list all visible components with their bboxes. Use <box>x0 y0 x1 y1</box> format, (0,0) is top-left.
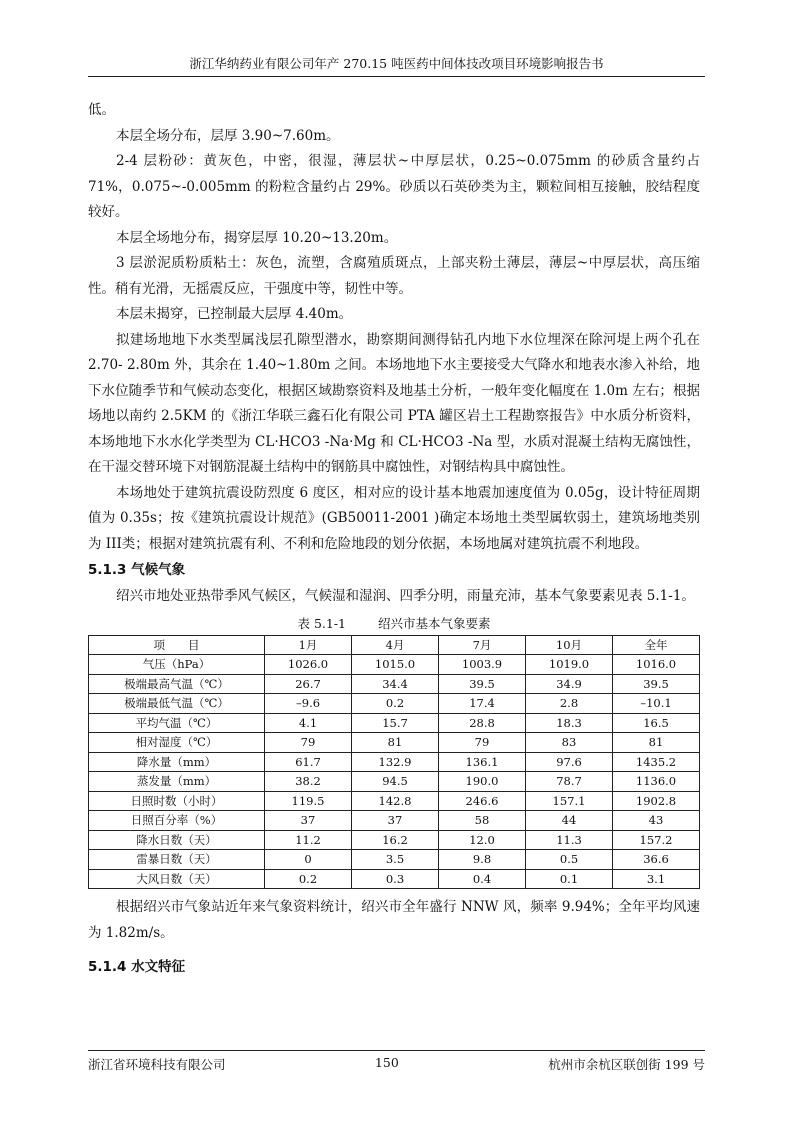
table-row <box>89 811 700 831</box>
page-header: 浙江华纳药业有限公司年产 270.15 吨医药中间体技改项目环境影响报告书 <box>88 54 705 77</box>
table-cell: 58 <box>439 811 526 831</box>
table-row <box>89 655 700 675</box>
table-cell: 119.5 <box>265 791 352 811</box>
table-row <box>89 772 700 792</box>
table-cell: 1435.2 <box>613 752 700 772</box>
table-row <box>89 674 700 694</box>
table-cell: 34.4 <box>352 674 439 694</box>
row-label: 气压（hPa） <box>89 655 265 675</box>
column-header: 7月 <box>439 635 526 655</box>
column-header: 项 目 <box>89 635 265 655</box>
table-row <box>89 752 700 772</box>
table-cell: 38.2 <box>265 772 352 792</box>
page-footer <box>88 1050 705 1073</box>
page-number: 150 <box>374 1055 399 1070</box>
table-cell: 142.8 <box>352 791 439 811</box>
table-cell: 34.9 <box>526 674 613 694</box>
table-cell: 1015.0 <box>352 655 439 675</box>
row-label: 日照时数（小时） <box>89 791 265 811</box>
table-cell: 246.6 <box>439 791 526 811</box>
table-cell: 44 <box>526 811 613 831</box>
climate-table <box>88 635 700 890</box>
table-cell: 1026.0 <box>265 655 352 675</box>
paragraph: 本层全场分布，层厚 3.90~7.60m。 <box>116 127 340 144</box>
table-row <box>89 733 700 753</box>
table-cell: 18.3 <box>526 713 613 733</box>
row-label: 极端最高气温（℃） <box>89 674 265 694</box>
row-label: 相对湿度（℃） <box>89 733 265 753</box>
table-cell: 28.8 <box>439 713 526 733</box>
table-cell: 78.7 <box>526 772 613 792</box>
table-cell: 157.1 <box>526 791 613 811</box>
table-cell: 79 <box>265 733 352 753</box>
table-cell: 97.6 <box>526 752 613 772</box>
row-label: 日照百分率（%） <box>89 811 265 831</box>
table-body <box>89 655 700 889</box>
table-cell: 26.7 <box>265 674 352 694</box>
table-number: 表 5.1-1 <box>297 615 347 631</box>
table-cell: 15.7 <box>352 713 439 733</box>
table-cell: 79 <box>439 733 526 753</box>
row-label: 极端最低气温（℃） <box>89 694 265 714</box>
table-row <box>89 830 700 850</box>
row-label: 降水量（mm） <box>89 752 265 772</box>
column-header: 10月 <box>526 635 613 655</box>
paragraph: 本层全场地分布，揭穿层厚 10.20~13.20m。 <box>116 229 398 246</box>
table-cell: 61.7 <box>265 752 352 772</box>
row-label: 平均气温（℃） <box>89 713 265 733</box>
table-row <box>89 694 700 714</box>
table-cell: 16.2 <box>352 830 439 850</box>
table-cell: 0.3 <box>352 869 439 889</box>
table-cell: 0.4 <box>439 869 526 889</box>
table-cell: 1902.8 <box>613 791 700 811</box>
paragraph: 本层未揭穿，已控制最大层厚 4.40m。 <box>116 306 353 322</box>
table-cell: 0.1 <box>526 869 613 889</box>
section-heading-hydrology: 5.1.4 水文特征 <box>88 959 186 975</box>
table-cell: 9.8 <box>439 850 526 870</box>
page-content <box>88 98 700 981</box>
climate-intro: 绍兴市地处亚热带季风气候区，气候湿和湿润、四季分明，雨量充沛，基本气象要素见表 5.1-1。 <box>116 588 695 604</box>
table-cell: 3.1 <box>613 869 700 889</box>
paragraph: 低。 <box>88 102 115 118</box>
table-cell: 83 <box>526 733 613 753</box>
paragraph: 本场地处于建筑抗震设防烈度 6 度区，相对应的设计基本地震加速度值为 0.05g，设计特征周期值为 0.35s；按《建筑抗震设计规范》(GB50011-2001 )确定本场地土类型属软弱土，建筑场地类别为 III类；根据对建筑抗震有利、不利和危险地段的划分依据，本场地属对建筑抗震不利地段。 <box>88 484 700 552</box>
column-header: 1月 <box>265 635 352 655</box>
table-cell: 36.6 <box>613 850 700 870</box>
table-cell: 11.3 <box>526 830 613 850</box>
table-cell: 0 <box>265 850 352 870</box>
table-cell: 39.5 <box>439 674 526 694</box>
paragraph: 3 层淤泥质粉质粘土：灰色，流塑，含腐殖质斑点，上部夹粉土薄层，薄层~中厚层状，高压缩性。稍有光滑，无摇震反应，干强度中等，韧性中等。 <box>88 255 700 297</box>
table-header-row <box>89 635 700 655</box>
climate-summary: 根据绍兴市气象站近年来气象资料统计，绍兴市全年盛行 NNW 风，频率 9.94%；全年平均风速为 1.82m/s。 <box>88 899 700 941</box>
table-cell: 190.0 <box>439 772 526 792</box>
table-cell: 4.1 <box>265 713 352 733</box>
table-cell: 0.2 <box>352 694 439 714</box>
table-cell: 17.4 <box>439 694 526 714</box>
table-cell: 39.5 <box>613 674 700 694</box>
table-cell: 1003.9 <box>439 655 526 675</box>
table-cell: 12.0 <box>439 830 526 850</box>
table-cell: 81 <box>352 733 439 753</box>
table-caption <box>88 614 700 634</box>
row-label: 蒸发量（mm） <box>89 772 265 792</box>
table-cell: 37 <box>352 811 439 831</box>
table-row <box>89 713 700 733</box>
table-row <box>89 869 700 889</box>
table-cell: 132.9 <box>352 752 439 772</box>
table-cell: 16.5 <box>613 713 700 733</box>
table-cell: 43 <box>613 811 700 831</box>
column-header: 全年 <box>613 635 700 655</box>
row-label: 降水日数（天） <box>89 830 265 850</box>
section-heading-climate: 5.1.3 气候气象 <box>88 562 186 578</box>
table-cell: 81 <box>613 733 700 753</box>
table-cell: 0.2 <box>265 869 352 889</box>
table-cell: 157.2 <box>613 830 700 850</box>
table-cell: 37 <box>265 811 352 831</box>
table-cell: 136.1 <box>439 752 526 772</box>
table-cell: 3.5 <box>352 850 439 870</box>
table-cell: 1016.0 <box>613 655 700 675</box>
column-header: 4月 <box>352 635 439 655</box>
footer-company: 浙江省环境科技有限公司 <box>88 1057 226 1072</box>
row-label: 雷暴日数（天） <box>89 850 265 870</box>
table-cell: 94.5 <box>352 772 439 792</box>
table-cell: 0.5 <box>526 850 613 870</box>
table-row <box>89 791 700 811</box>
table-row <box>89 850 700 870</box>
table-cell: 2.8 <box>526 694 613 714</box>
table-cell: 1136.0 <box>613 772 700 792</box>
table-cell: –10.1 <box>613 694 700 714</box>
footer-address: 杭州市余杭区联创街 199 号 <box>548 1057 705 1072</box>
paragraph: 2-4 层粉砂：黄灰色，中密，很湿，薄层状~中厚层状，0.25~0.075mm 的砂质含量约占 71%，0.075~-0.005mm 的粉粒含量约占 29%。砂质以石英砂类为主，颗粒间相互接触，胶结程度较好。 <box>88 153 700 220</box>
table-cell: 1019.0 <box>526 655 613 675</box>
row-label: 大风日数（天） <box>89 869 265 889</box>
table-cell: 11.2 <box>265 830 352 850</box>
table-cell: –9.6 <box>265 694 352 714</box>
paragraph: 拟建场地地下水类型属浅层孔隙型潜水，勘察期间测得钻孔内地下水位埋深在除河堤上两个孔在 2.70- 2.80m 外，其余在 1.40~1.80m 之间。本场地地下水主要接受大气降水和地表水渗入补给，地下水位随季节和气候动态变化，根据区域勘察资料及地基土分析，一般年变化幅度在 1.0m 左右；根据场地以南约 2.5KM 的《浙江华联三鑫石化有限公司 PTA 罐区岩土工程勘察报告》中水质分析资料，本场地地下水水化学类型为 CL·HCO3 -Na·Mg 和 CL·HCO3 -Na 型，水质对混凝土结构无腐蚀性，在干湿交替环境下对钢筋混凝土结构中的钢筋具中腐蚀性，对钢结构具中腐蚀性。 <box>88 331 700 475</box>
table-title: 绍兴市基本气象要素 <box>378 615 491 631</box>
